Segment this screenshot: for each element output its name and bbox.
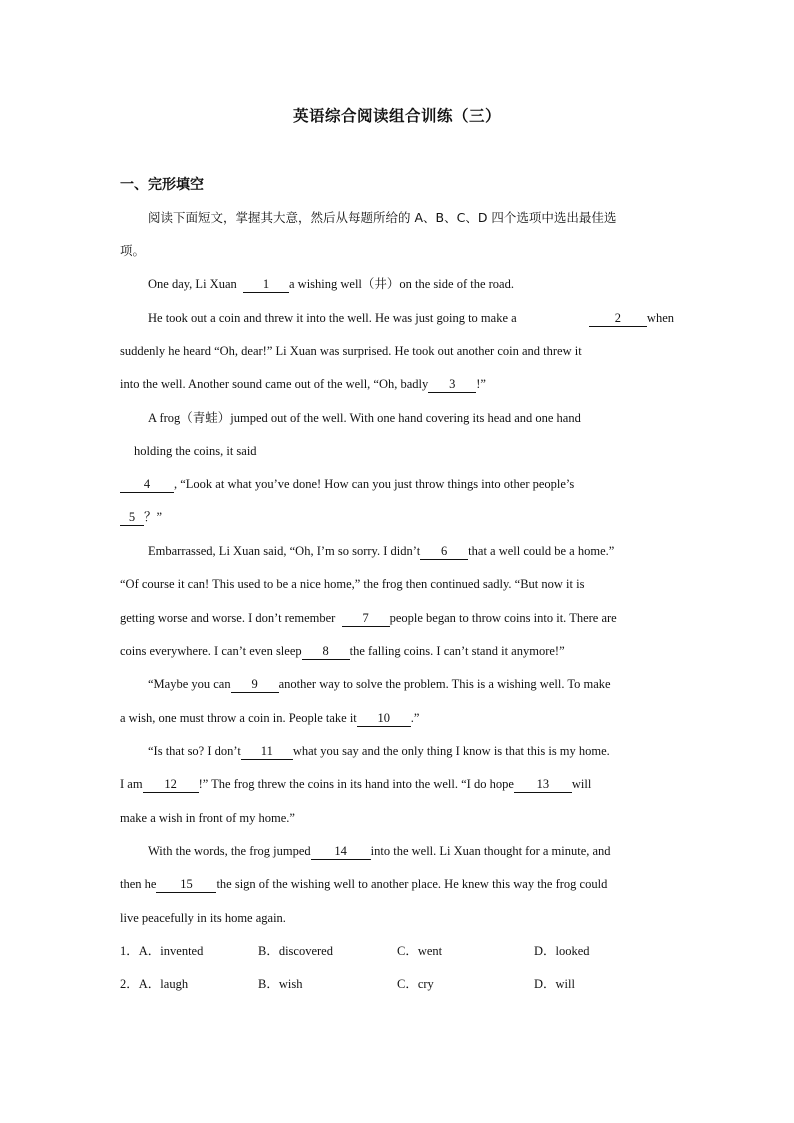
passage-line: With the words, the frog jumped 14 into the well. Li Xuan thought for a minute, and [148,844,611,858]
question-1-d: D．looked [534,944,590,958]
passage-line: make a wish in front of my home.” [120,811,295,825]
passage-line: 4 , “Look at what you’ve done! How can you just throw things into other people’s [120,474,674,494]
question-1-c: C．went [397,944,443,958]
blank-14: 14 [311,844,371,860]
instructions-line-1: 阅读下面短文，掌握其大意，然后从每题所给的 A、B、C、D 四个选项中选出最佳选 [148,210,617,225]
passage-line: “Of course it can! This used to be a nice home,” the frog then continued sadly. “But now it is [120,577,585,591]
blank-6: 6 [420,544,468,560]
blank-1: 1 [243,277,289,293]
section-heading: 一、完形填空 [120,177,204,193]
passage-line: then he 15 the sign of the wishing well to another place. He knew this way the frog could [120,877,608,891]
instructions-line-2: 项。 [120,243,146,258]
blank-2: 2 [589,311,647,327]
passage-line: getting worse and worse. I don’t remember 7 people began to throw coins into it. There are [120,611,617,625]
blank-11: 11 [241,744,293,760]
passage-line: One day, Li Xuan 1 a wishing well（井）on the side of the road. [148,277,514,291]
blank-12: 12 [143,777,199,793]
question-2-a: 2．A．laugh [120,977,189,991]
blank-7: 7 [342,611,390,627]
passage-line: 5 ？” [120,507,674,527]
passage-line: A frog（青蛙）jumped out of the well. With one hand covering its head and one hand [148,411,581,425]
passage-line: “Is that so? I don’t 11 what you say and the only thing I know is that this is my home. [148,744,610,758]
question-2-c: C．cry [397,977,434,991]
blank-3: 3 [428,377,476,393]
passage-line: into the well. Another sound came out of the well, “Oh, badly 3 !” [120,377,486,391]
blank-8: 8 [302,644,350,660]
passage-line: coins everywhere. I can’t even sleep 8 the falling coins. I can’t stand it anymore!” [120,644,565,658]
blank-5: 5 [120,510,144,526]
passage-line: He took out a coin and threw it into the well. He was just going to make a 2 when [148,311,674,325]
passage-line: suddenly he heard “Oh, dear!” Li Xuan was surprised. He took out another coin and threw it [120,344,582,358]
blank-4: 4 [120,477,174,493]
blank-9: 9 [231,677,279,693]
passage-line: live peacefully in its home again. [120,911,286,925]
passage-line: a wish, one must throw a coin in. People take it 10 .” [120,711,420,725]
question-1-b: B．discovered [258,944,333,958]
question-2-b: B．wish [258,977,303,991]
blank-15: 15 [156,877,216,893]
blank-13: 13 [514,777,572,793]
blank-10: 10 [357,711,411,727]
passage-line: “Maybe you can 9 another way to solve the problem. This is a wishing well. To make [148,677,611,691]
document-title: 英语综合阅读组合训练（三） [292,106,501,125]
question-2-d: D．will [534,977,575,991]
question-1-a: 1．A．invented [120,944,204,958]
passage-line: Embarrassed, Li Xuan said, “Oh, I’m so sorry. I didn’t 6 that a well could be a home.” [148,544,615,558]
passage-line: holding the coins, it said [134,444,257,458]
passage-line: I am 12 !” The frog threw the coins in its hand into the well. “I do hope 13 will [120,777,592,791]
